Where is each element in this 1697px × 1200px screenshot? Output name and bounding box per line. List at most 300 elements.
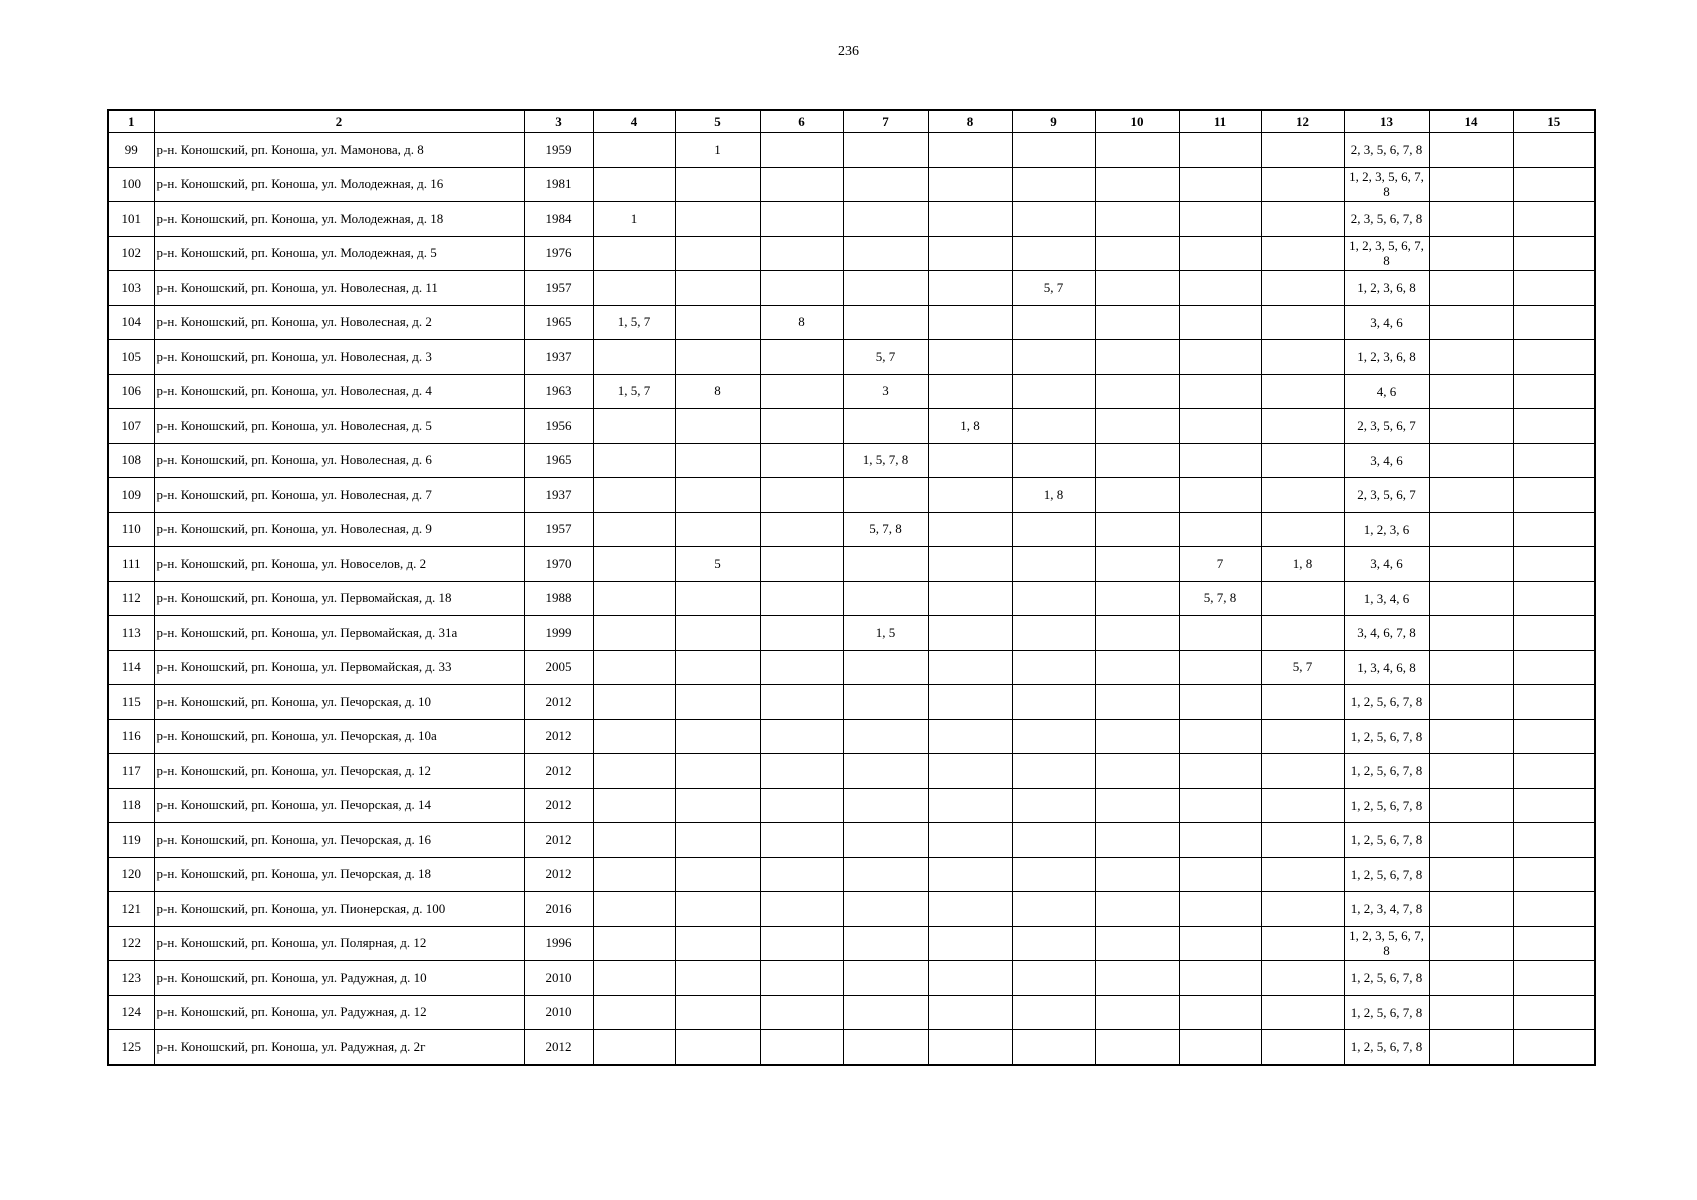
table-cell-col-6 (760, 443, 843, 478)
table-cell-col-3: 2012 (524, 857, 593, 892)
table-cell-col-7 (843, 271, 928, 306)
table-cell-col-7 (843, 581, 928, 616)
table-cell-col-11 (1179, 271, 1261, 306)
table-row (108, 202, 1595, 237)
table-cell-col-4 (593, 892, 675, 927)
table-cell-col-10 (1095, 236, 1179, 271)
table-cell-col-7: 5, 7, 8 (843, 512, 928, 547)
table-cell-col-6 (760, 823, 843, 858)
table-cell-col-5 (675, 961, 760, 996)
table-cell-col-5 (675, 236, 760, 271)
table-cell-col-12 (1261, 788, 1344, 823)
table-cell-col-2: р-н. Коношский, рп. Коноша, ул. Новолесная, д. 4 (154, 374, 524, 409)
table-row (108, 305, 1595, 340)
table-row (108, 581, 1595, 616)
table-cell-col-7 (843, 995, 928, 1030)
table-cell-col-1: 118 (108, 788, 154, 823)
table-cell-col-15 (1513, 512, 1595, 547)
table-cell-col-9 (1012, 823, 1095, 858)
table-cell-col-8 (928, 616, 1012, 651)
table-cell-col-10 (1095, 202, 1179, 237)
table-cell-col-12 (1261, 995, 1344, 1030)
table-cell-col-12 (1261, 857, 1344, 892)
table-cell-col-4 (593, 478, 675, 513)
table-cell-col-1: 114 (108, 650, 154, 685)
table-cell-col-8 (928, 1030, 1012, 1065)
table-cell-col-14 (1429, 961, 1513, 996)
table-cell-col-5 (675, 788, 760, 823)
table-cell-col-3: 1957 (524, 512, 593, 547)
table-cell-col-1: 119 (108, 823, 154, 858)
table-cell-col-13: 1, 2, 3, 6, 8 (1344, 271, 1429, 306)
table-cell-col-14 (1429, 788, 1513, 823)
table-cell-col-1: 115 (108, 685, 154, 720)
table-cell-col-8 (928, 961, 1012, 996)
table-cell-col-2: р-н. Коношский, рп. Коноша, ул. Полярная, д. 12 (154, 926, 524, 961)
table-cell-col-9 (1012, 340, 1095, 375)
table-cell-col-1: 108 (108, 443, 154, 478)
table-cell-col-4 (593, 857, 675, 892)
table-cell-col-4 (593, 581, 675, 616)
table-cell-col-13: 1, 2, 5, 6, 7, 8 (1344, 857, 1429, 892)
table-cell-col-3: 2016 (524, 892, 593, 927)
table-cell-col-5 (675, 616, 760, 651)
table-cell-col-13: 1, 2, 5, 6, 7, 8 (1344, 961, 1429, 996)
table-cell-col-6 (760, 236, 843, 271)
table-cell-col-11 (1179, 650, 1261, 685)
table-cell-col-8 (928, 512, 1012, 547)
table-cell-col-4: 1, 5, 7 (593, 305, 675, 340)
table-cell-col-6 (760, 650, 843, 685)
table-cell-col-2: р-н. Коношский, рп. Коноша, ул. Новолесная, д. 2 (154, 305, 524, 340)
table-cell-col-4 (593, 340, 675, 375)
table-row (108, 995, 1595, 1030)
table-cell-col-11 (1179, 133, 1261, 168)
table-cell-col-13: 3, 4, 6 (1344, 305, 1429, 340)
table-cell-col-3: 1937 (524, 478, 593, 513)
table-cell-col-8 (928, 581, 1012, 616)
table-cell-col-8 (928, 340, 1012, 375)
table-cell-col-10 (1095, 650, 1179, 685)
table-cell-col-8 (928, 926, 1012, 961)
table-cell-col-7 (843, 685, 928, 720)
table-cell-col-3: 1981 (524, 167, 593, 202)
table-cell-col-13: 2, 3, 5, 6, 7 (1344, 478, 1429, 513)
table-cell-col-7: 1, 5 (843, 616, 928, 651)
table-cell-col-12 (1261, 374, 1344, 409)
table-cell-col-12 (1261, 823, 1344, 858)
table-cell-col-14 (1429, 374, 1513, 409)
table-cell-col-2: р-н. Коношский, рп. Коноша, ул. Печорская, д. 10 (154, 685, 524, 720)
table-cell-col-1: 99 (108, 133, 154, 168)
table-cell-col-10 (1095, 857, 1179, 892)
table-cell-col-9: 1, 8 (1012, 478, 1095, 513)
table-cell-col-3: 2012 (524, 823, 593, 858)
table-cell-col-1: 112 (108, 581, 154, 616)
table-cell-col-6 (760, 512, 843, 547)
table-cell-col-13: 1, 2, 3, 5, 6, 7, 8 (1344, 236, 1429, 271)
table-cell-col-2: р-н. Коношский, рп. Коноша, ул. Новолесная, д. 9 (154, 512, 524, 547)
table-cell-col-14 (1429, 1030, 1513, 1065)
table-cell-col-12 (1261, 478, 1344, 513)
table-cell-col-9 (1012, 409, 1095, 444)
table-cell-col-5 (675, 995, 760, 1030)
table-cell-col-15 (1513, 926, 1595, 961)
table-cell-col-15 (1513, 133, 1595, 168)
table-cell-col-7: 1, 5, 7, 8 (843, 443, 928, 478)
table-cell-col-9 (1012, 236, 1095, 271)
table-row (108, 961, 1595, 996)
table-row (108, 340, 1595, 375)
table-cell-col-4 (593, 961, 675, 996)
table-cell-col-12 (1261, 926, 1344, 961)
table-cell-col-13: 1, 2, 5, 6, 7, 8 (1344, 788, 1429, 823)
table-cell-col-7 (843, 167, 928, 202)
table-cell-col-8 (928, 374, 1012, 409)
table-cell-col-7 (843, 926, 928, 961)
table-cell-col-9 (1012, 443, 1095, 478)
table-cell-col-1: 103 (108, 271, 154, 306)
table-cell-col-15 (1513, 719, 1595, 754)
table-cell-col-3: 1937 (524, 340, 593, 375)
table-cell-col-9 (1012, 305, 1095, 340)
table-row (108, 374, 1595, 409)
table-cell-col-9 (1012, 961, 1095, 996)
table-cell-col-5 (675, 478, 760, 513)
table-cell-col-4: 1 (593, 202, 675, 237)
table-cell-col-6 (760, 374, 843, 409)
table-cell-col-9 (1012, 719, 1095, 754)
table-cell-col-11 (1179, 374, 1261, 409)
table-cell-col-7 (843, 892, 928, 927)
table-cell-col-8 (928, 754, 1012, 789)
table-cell-col-3: 1959 (524, 133, 593, 168)
table-cell-col-6 (760, 202, 843, 237)
table-cell-col-8 (928, 133, 1012, 168)
table-cell-col-6 (760, 857, 843, 892)
table-row (108, 719, 1595, 754)
table-cell-col-15 (1513, 202, 1595, 237)
table-cell-col-3: 2012 (524, 788, 593, 823)
table-cell-col-11 (1179, 823, 1261, 858)
column-header-10: 10 (1095, 110, 1179, 133)
table-cell-col-8 (928, 995, 1012, 1030)
table-cell-col-11 (1179, 788, 1261, 823)
table-cell-col-14 (1429, 478, 1513, 513)
table-cell-col-15 (1513, 374, 1595, 409)
table-cell-col-6 (760, 167, 843, 202)
table-cell-col-14 (1429, 857, 1513, 892)
table-cell-col-12 (1261, 443, 1344, 478)
table-cell-col-14 (1429, 236, 1513, 271)
table-row (108, 650, 1595, 685)
table-cell-col-9 (1012, 650, 1095, 685)
table-cell-col-12 (1261, 409, 1344, 444)
table-cell-col-12 (1261, 754, 1344, 789)
table-cell-col-2: р-н. Коношский, рп. Коноша, ул. Новолесная, д. 7 (154, 478, 524, 513)
table-cell-col-2: р-н. Коношский, рп. Коноша, ул. Первомайская, д. 33 (154, 650, 524, 685)
table-cell-col-9 (1012, 616, 1095, 651)
table-cell-col-1: 123 (108, 961, 154, 996)
table-cell-col-4 (593, 754, 675, 789)
table-cell-col-1: 107 (108, 409, 154, 444)
table-cell-col-12 (1261, 892, 1344, 927)
table-cell-col-15 (1513, 340, 1595, 375)
table-cell-col-6 (760, 788, 843, 823)
table-row (108, 892, 1595, 927)
table-cell-col-11 (1179, 305, 1261, 340)
table-cell-col-13: 1, 2, 3, 6 (1344, 512, 1429, 547)
table-cell-col-13: 1, 2, 3, 5, 6, 7, 8 (1344, 167, 1429, 202)
table-cell-col-2: р-н. Коношский, рп. Коноша, ул. Печорская, д. 12 (154, 754, 524, 789)
table-cell-col-2: р-н. Коношский, рп. Коноша, ул. Новолесная, д. 3 (154, 340, 524, 375)
table-row (108, 788, 1595, 823)
table-cell-col-8 (928, 202, 1012, 237)
column-header-3: 3 (524, 110, 593, 133)
table-cell-col-4 (593, 443, 675, 478)
table-cell-col-15 (1513, 995, 1595, 1030)
table-cell-col-5 (675, 719, 760, 754)
table-cell-col-3: 1970 (524, 547, 593, 582)
table-cell-col-15 (1513, 167, 1595, 202)
table-cell-col-4 (593, 926, 675, 961)
table-cell-col-14 (1429, 616, 1513, 651)
table-cell-col-14 (1429, 650, 1513, 685)
table-cell-col-9 (1012, 892, 1095, 927)
table-cell-col-4 (593, 167, 675, 202)
table-row (108, 823, 1595, 858)
table-cell-col-11 (1179, 857, 1261, 892)
table-cell-col-2: р-н. Коношский, рп. Коноша, ул. Мамонова, д. 8 (154, 133, 524, 168)
table-cell-col-15 (1513, 271, 1595, 306)
table-cell-col-7 (843, 650, 928, 685)
table-cell-col-4 (593, 547, 675, 582)
table-row (108, 926, 1595, 961)
table-cell-col-6 (760, 719, 843, 754)
table-cell-col-15 (1513, 754, 1595, 789)
table-row (108, 167, 1595, 202)
table-cell-col-2: р-н. Коношский, рп. Коноша, ул. Молодежная, д. 16 (154, 167, 524, 202)
table-cell-col-12 (1261, 616, 1344, 651)
table-cell-col-3: 2010 (524, 995, 593, 1030)
table-cell-col-9 (1012, 857, 1095, 892)
table-cell-col-5 (675, 202, 760, 237)
table-cell-col-13: 1, 2, 3, 4, 7, 8 (1344, 892, 1429, 927)
table-cell-col-14 (1429, 340, 1513, 375)
table-cell-col-14 (1429, 823, 1513, 858)
table-cell-col-11 (1179, 961, 1261, 996)
table-cell-col-5 (675, 754, 760, 789)
table-cell-col-4 (593, 995, 675, 1030)
table-cell-col-5 (675, 892, 760, 927)
table-cell-col-13: 4, 6 (1344, 374, 1429, 409)
column-header-5: 5 (675, 110, 760, 133)
table-cell-col-7 (843, 719, 928, 754)
table-cell-col-8 (928, 788, 1012, 823)
table-cell-col-7 (843, 133, 928, 168)
table-cell-col-6 (760, 1030, 843, 1065)
table-cell-col-7 (843, 1030, 928, 1065)
column-header-4: 4 (593, 110, 675, 133)
table-cell-col-3: 1988 (524, 581, 593, 616)
table-cell-col-11 (1179, 719, 1261, 754)
table-cell-col-5 (675, 167, 760, 202)
table-cell-col-13: 2, 3, 5, 6, 7 (1344, 409, 1429, 444)
table-cell-col-14 (1429, 443, 1513, 478)
table-cell-col-10 (1095, 926, 1179, 961)
table-cell-col-2: р-н. Коношский, рп. Коноша, ул. Новолесная, д. 6 (154, 443, 524, 478)
table-cell-col-10 (1095, 512, 1179, 547)
table-cell-col-10 (1095, 961, 1179, 996)
table-cell-col-10 (1095, 547, 1179, 582)
table-cell-col-11 (1179, 926, 1261, 961)
table-cell-col-14 (1429, 719, 1513, 754)
table-cell-col-13: 1, 2, 5, 6, 7, 8 (1344, 685, 1429, 720)
table-cell-col-10 (1095, 581, 1179, 616)
table-cell-col-3: 2005 (524, 650, 593, 685)
table-cell-col-2: р-н. Коношский, рп. Коноша, ул. Первомайская, д. 18 (154, 581, 524, 616)
table-cell-col-7 (843, 857, 928, 892)
table-cell-col-9 (1012, 547, 1095, 582)
table-cell-col-2: р-н. Коношский, рп. Коноша, ул. Печорская, д. 18 (154, 857, 524, 892)
table-row (108, 133, 1595, 168)
table-cell-col-11 (1179, 202, 1261, 237)
table-cell-col-6 (760, 547, 843, 582)
table-cell-col-6 (760, 271, 843, 306)
table-cell-col-6 (760, 926, 843, 961)
table-cell-col-2: р-н. Коношский, рп. Коноша, ул. Новолесная, д. 11 (154, 271, 524, 306)
table-cell-col-10 (1095, 616, 1179, 651)
table-cell-col-3: 1965 (524, 443, 593, 478)
table-cell-col-14 (1429, 581, 1513, 616)
table-cell-col-6 (760, 961, 843, 996)
table-cell-col-10 (1095, 754, 1179, 789)
table-cell-col-8 (928, 443, 1012, 478)
table-cell-col-1: 121 (108, 892, 154, 927)
table-cell-col-3: 1996 (524, 926, 593, 961)
table-cell-col-4 (593, 823, 675, 858)
table-cell-col-7: 5, 7 (843, 340, 928, 375)
table-cell-col-14 (1429, 547, 1513, 582)
table-cell-col-13: 3, 4, 6, 7, 8 (1344, 616, 1429, 651)
column-header-13: 13 (1344, 110, 1429, 133)
table-cell-col-9: 5, 7 (1012, 271, 1095, 306)
table-cell-col-8 (928, 892, 1012, 927)
table-cell-col-3: 1957 (524, 271, 593, 306)
table-cell-col-3: 2012 (524, 685, 593, 720)
table-cell-col-15 (1513, 443, 1595, 478)
table-cell-col-11 (1179, 478, 1261, 513)
table-cell-col-15 (1513, 823, 1595, 858)
table-cell-col-13: 1, 2, 5, 6, 7, 8 (1344, 995, 1429, 1030)
table-cell-col-10 (1095, 478, 1179, 513)
table-cell-col-12 (1261, 719, 1344, 754)
table-cell-col-1: 109 (108, 478, 154, 513)
table-cell-col-15 (1513, 236, 1595, 271)
table-cell-col-8 (928, 719, 1012, 754)
table-cell-col-9 (1012, 995, 1095, 1030)
table-cell-col-11 (1179, 443, 1261, 478)
table-cell-col-1: 104 (108, 305, 154, 340)
table-cell-col-15 (1513, 1030, 1595, 1065)
table-row (108, 616, 1595, 651)
table-cell-col-14 (1429, 167, 1513, 202)
column-header-1: 1 (108, 110, 154, 133)
table-cell-col-5 (675, 823, 760, 858)
table-cell-col-4 (593, 650, 675, 685)
table-cell-col-3: 2012 (524, 719, 593, 754)
table-cell-col-13: 2, 3, 5, 6, 7, 8 (1344, 202, 1429, 237)
table-cell-col-11 (1179, 167, 1261, 202)
table-cell-col-11 (1179, 995, 1261, 1030)
table-cell-col-14 (1429, 892, 1513, 927)
table-cell-col-14 (1429, 202, 1513, 237)
table-cell-col-10 (1095, 133, 1179, 168)
column-header-6: 6 (760, 110, 843, 133)
table-cell-col-9 (1012, 754, 1095, 789)
table-cell-col-6 (760, 340, 843, 375)
table-cell-col-10 (1095, 892, 1179, 927)
table-cell-col-4 (593, 685, 675, 720)
table-cell-col-8 (928, 478, 1012, 513)
table-cell-col-14 (1429, 512, 1513, 547)
table-cell-col-3: 1984 (524, 202, 593, 237)
table-cell-col-13: 1, 3, 4, 6, 8 (1344, 650, 1429, 685)
table-cell-col-5 (675, 685, 760, 720)
table-cell-col-7 (843, 236, 928, 271)
table-cell-col-8 (928, 271, 1012, 306)
table-cell-col-15 (1513, 650, 1595, 685)
table-cell-col-3: 2010 (524, 961, 593, 996)
table-cell-col-10 (1095, 167, 1179, 202)
table-cell-col-1: 120 (108, 857, 154, 892)
table-cell-col-3: 1999 (524, 616, 593, 651)
table-cell-col-13: 1, 3, 4, 6 (1344, 581, 1429, 616)
table-cell-col-1: 105 (108, 340, 154, 375)
table-cell-col-13: 1, 2, 5, 6, 7, 8 (1344, 719, 1429, 754)
table-cell-col-14 (1429, 685, 1513, 720)
table-cell-col-6 (760, 754, 843, 789)
table-cell-col-11 (1179, 892, 1261, 927)
table-cell-col-10 (1095, 995, 1179, 1030)
table-row (108, 236, 1595, 271)
table-cell-col-5 (675, 926, 760, 961)
table-cell-col-5 (675, 581, 760, 616)
table-cell-col-9 (1012, 167, 1095, 202)
table-cell-col-6 (760, 685, 843, 720)
table-cell-col-13: 1, 2, 5, 6, 7, 8 (1344, 754, 1429, 789)
table-cell-col-10 (1095, 271, 1179, 306)
table-row (108, 409, 1595, 444)
table-cell-col-10 (1095, 305, 1179, 340)
table-cell-col-4 (593, 719, 675, 754)
table-cell-col-7 (843, 305, 928, 340)
table-cell-col-4 (593, 409, 675, 444)
table-cell-col-5: 1 (675, 133, 760, 168)
table-cell-col-12 (1261, 305, 1344, 340)
table-cell-col-1: 101 (108, 202, 154, 237)
table-cell-col-12: 5, 7 (1261, 650, 1344, 685)
table-cell-col-12 (1261, 236, 1344, 271)
table-cell-col-15 (1513, 616, 1595, 651)
table-cell-col-12 (1261, 167, 1344, 202)
table-cell-col-2: р-н. Коношский, рп. Коноша, ул. Первомайская, д. 31а (154, 616, 524, 651)
table-cell-col-4: 1, 5, 7 (593, 374, 675, 409)
table-cell-col-14 (1429, 133, 1513, 168)
table-cell-col-12 (1261, 512, 1344, 547)
table-cell-col-10 (1095, 685, 1179, 720)
table-cell-col-7 (843, 823, 928, 858)
